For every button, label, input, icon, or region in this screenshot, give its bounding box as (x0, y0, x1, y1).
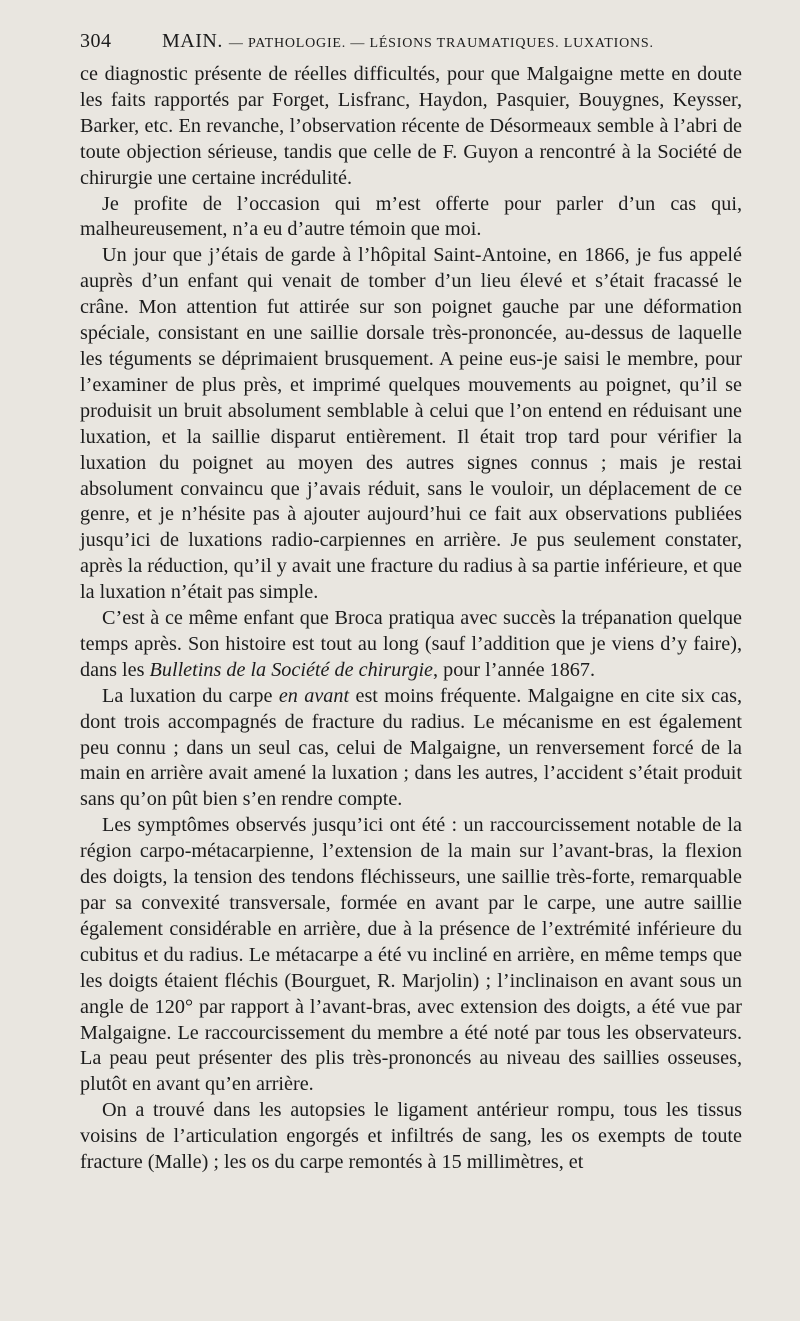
en-avant-term: en avant (278, 684, 350, 707)
paragraph-diagnostic: ce diagnostic présente de réelles difficultés, pour que Malgaigne mette en doute les faits rapportés par Forget, Lisfranc, Haydon, Pasquier, Bouygnes, Keysser, Barker, etc. En revanche, l’observation récente de Désormeaux semble à l’abri de toute objection sérieuse, tandis que celle de F. Guyon a rencontré à la Société de chirurgie une certaine incrédulité. (80, 63, 742, 189)
broca-text-start: C’est à ce même enfant que Broca pratiqua avec succès la trépanation quelque temps après. Son histoire est tout au long (sauf l’addition que je viens d’y faire), dans les (80, 607, 742, 681)
paragraph-luxation-en-avant (80, 684, 742, 814)
body-text (80, 62, 742, 1176)
running-head-title: MAIN. (162, 30, 223, 52)
page-number: 304 (80, 30, 112, 52)
broca-text-end: , pour l’année 1867. (433, 658, 596, 681)
paragraph-broca (80, 606, 742, 684)
paragraph-saint-antoine: Un jour que j’étais de garde à l’hôpital Saint-Antoine, en 1866, je fus appelé auprès d’un enfant qui venait de tomber d’un lieu élevé et s’était fracassé le crâne. Mon attention fut attirée sur son poignet gauche par une déformation spéciale, consistant en une saillie dorsale très-prononcée, au-dessus de laquelle les téguments se déprimaient brusquement. A peine eus-je saisi le membre, pour l’examiner de plus près, et imprimé quelques mouvements au poignet, qu’il se produisit un bruit absolument semblable à celui que l’on entend en réduisant une luxation, et la saillie disparut entièrement. Il était trop tard pour vérifier la luxation du poignet au moyen des autres signes connus ; mais je restai absolument convaincu que j’avais réduit, sans le vouloir, un déplacement de ce genre, et je n’hésite pas à ajouter aujourd’hui ce fait aux observations publiées jusqu’ici de luxations radio-carpiennes en arrière. Je pus seulement constater, après la réduction, qu’il y avait une fracture du radius à sa partie inférieure, et que la luxation n’était pas simple. (80, 244, 742, 604)
paragraph-autopsies: On a trouvé dans les autopsies le ligament antérieur rompu, tous les tissus voisins de l’articulation engorgés et infiltrés de sang, les os exempts de toute fracture (Malle) ; les os du carpe remontés à 15 millimètres, et (80, 1099, 742, 1174)
paragraph-occasion: Je profite de l’occasion qui m’est offerte pour parler d’un cas qui, malheureusement, n’a eu d’autre témoin que moi. (80, 192, 742, 241)
carpe-text-end: est moins fréquente. Malgaigne en cite six cas, dont trois accompagnés de fracture du radius. Le mécanisme en est également peu connu ; dans un seul cas, celui de Malgaigne, un renversement forcé de la main en arrière avait amené la luxation ; dans les autres, l’accident s’était produit sans qu’on pût bien s’en rendre compte. (80, 684, 743, 811)
carpe-text-start: La luxation du carpe (102, 684, 279, 707)
running-head (80, 30, 742, 60)
running-head-subtitle: — PATHOLOGIE. — LÉSIONS TRAUMATIQUES. LUXATIONS. (228, 36, 654, 51)
paragraph-symptomes: Les symptômes observés jusqu’ici ont été : un raccourcissement notable de la région carpo-métacarpienne, l’extension de la main sur l’avant-bras, la flexion des doigts, la tension des tendons fléchisseurs, une saillie très-forte, remarquable par sa convexité transversale, formée en avant par le carpe, une autre saillie également considérable en arrière, due à la présence de l’extrémité inférieure du cubitus et du radius. Le métacarpe a été vu incliné en arrière, en même temps que les doigts étaient fléchis (Bourguet, R. Marjolin) ; l’inclinaison en avant sous un angle de 120° par rapport à l’avant-bras, avec extension des doigts, a été vue par Malgaigne. Le raccourcissement du membre a été noté par tous les observateurs. La peau peut présenter des plis très-prononcés au niveau des saillies osseuses, plutôt en avant qu’en arrière. (80, 814, 742, 1096)
bulletins-citation: Bulletins de la Société de chirurgie (149, 658, 434, 681)
